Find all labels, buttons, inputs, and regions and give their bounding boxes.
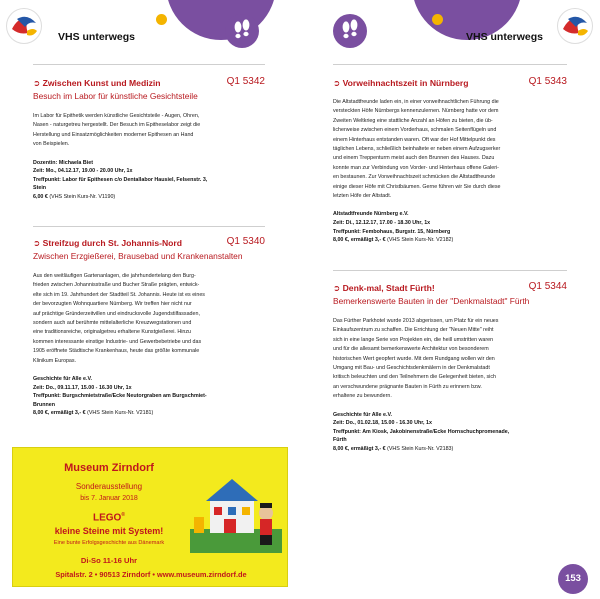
article-meta: Dozentin: Michaela Biet Zeit: Mo., 04.12.17, 19.00 - 20.00 Uhr, 1x Treffpunkt: Labor für Epithesen c/o Dentallabor Hausiel, Felsenstr. 3, Stein 6,00 € (VHS Stein Kurs-Nr. V1190) — [33, 159, 208, 200]
header-circle — [166, 0, 276, 40]
footprints-icon — [225, 14, 259, 48]
ad-tagline: Eine bunte Erfolgsgeschichte aus Dänemark — [53, 540, 165, 546]
arrow-icon: ➲ — [33, 238, 43, 248]
article-subtitle: Zwischen Erzgießerei, Brausebad und Krankenanstalten — [33, 251, 243, 261]
header-dot — [156, 14, 167, 25]
course-code: Q1 5340 — [226, 236, 265, 247]
article-denkmal-fuerth — [333, 283, 567, 454]
article-title: ➲ Streifzug durch St. Johannis-Nord — [33, 238, 183, 248]
ad-lego: LEGO® — [92, 512, 126, 524]
course-code: Q1 5344 — [528, 281, 567, 292]
ad-address: Spitalstr. 2 • 90513 Zirndorf • www.museum.zirndorf.de — [55, 570, 247, 579]
arrow-icon: ➲ — [33, 78, 43, 88]
ad-date: bis 7. Januar 2018 — [80, 495, 138, 502]
right-page — [300, 0, 600, 599]
article-divider — [33, 226, 265, 227]
article-body: Aus den weitläufigen Gartenanlagen, die jahrhundertelang den Burg- frieden zwischen Johannisstraße und Bucher Straße prägten, entwick- elte sich im 19. Jahrhundert der Stadtteil St. Johannis. Heute ist es eines der bevorzugten Wohnquartiere Nürnberg. Wir treffen hier nicht nur auf prächtige Gründerzeitvillen und eindrucksvolle Jugendstilfassaden, sondern auch auf berühmte mittelalterliche Kreuzwegstationen und eine traditionsreiche, originalgetreu erhaltene Kunstgießerei. Hinzu kommen interessante einstige Industrie- und Gewerbebetriebe und das 1905 eröffnete Städtische Krankenhaus, heute das größte kommunale Klinikum Europas. — [33, 273, 205, 364]
header-rule — [333, 64, 567, 65]
header-dot — [432, 14, 443, 25]
course-code: Q1 5342 — [226, 76, 265, 87]
article-vorweihnachtszeit — [333, 78, 567, 245]
article-body: Das Fürther Parkhotel wurde 2013 abgerissen, um Platz für ein neues Einkaufszentrum zu schaffen. Die Errichtung der "Neuen Mitte" reiht sich in eine lange Serie von Projekten ein, die heill umstritten waren und für die allesamt bemerkenswerte Architektur von besonderem historischen Wert geopfert wurde. Mit dem Rundgang wollen wir den Umgang mit Bau- und Geschichtsdenkmälern in der Denkmalstadt kritisch beleuchten und den Teilnehmern die Gelegenheit bieten, sich an verschwundene prägnante Bauten in Fürth zu erinnern bzw. erhaltene zu bewundern. — [333, 318, 499, 400]
article-meta: Geschichte für Alle e.V. Zeit: Do., 01.02.18, 15.00 - 16.30 Uhr, 1x Treffpunkt: Am Kiosk, Jakobinenstraße/Ecke Hornschuchpromenade, Fürth 8,00 €, ermäßigt 3,- € (VHS Stein Kurs-Nr. V2183) — [333, 411, 510, 453]
article-body: Die Altstadtfreunde laden ein, in einer vorweihnachtlichen Führung die versteckten Höfe Nürnbergs kennenzulernen. Nürnberg hatte vor dem Zweiten Weltkrieg eine stattliche Anzahl an Höfen zu bieten, die üb- licherweise zwischen einem Vorderhaus, schmalen Seitenflügeln und einem Hinterhaus entstanden waren. Oft war der Hof Mittelpunkt des täglichen Lebens, schließlich beinhaltete er neben einem Aufzugserker und einem Treppenturm meist auch den Brunnen des Hauses. Dazu konnte man zur Verbindung von Vorder- und Hinterhaus offene Galeri- en bestaunen. Zur Vorweihnachtszeit schmücken die Altstadtfreunde einige dieser Höfe mit Christbäumen. Gerne führen wir Sie durch diese letzten Höfe der Altstadt. — [333, 99, 501, 200]
footprints-icon — [333, 14, 367, 48]
ad-hours: Di-So 11-16 Uhr — [80, 556, 138, 565]
ad-exhibition: Sonderausstellung — [75, 482, 143, 491]
vhs-logo — [557, 8, 593, 44]
ad-slogan: kleine Steine mit System! — [54, 526, 164, 536]
article-body: Im Labor für Epithetik werden künstliche Gesichtsteile - Augen, Ohren, Nasen - naturgetreu hergestellt. Der Besuch im Epitheselabor zeigt die Herstellung und Einsatzmöglichkeiten moderner Epithesen an Hand von Beispielen. — [33, 113, 201, 148]
course-code: Q1 5343 — [528, 76, 567, 87]
article-subtitle: Besuch im Labor für künstliche Gesichtsteile — [33, 91, 198, 101]
header-rule — [33, 64, 265, 65]
arrow-icon: ➲ — [333, 78, 343, 88]
museum-ad — [12, 447, 288, 587]
header-title: VHS unterwegs — [58, 31, 136, 43]
article-meta: Altstadtfreunde Nürnberg e.V. Zeit: Di., 12.12.17, 17.00 - 18.30 Uhr, 1x Treffpunkt: Fembohaus, Burgstr. 15, Nürnberg 8,00 €, ermäßigt 3,- € (VHS Stein Kurs-Nr. V2182) — [333, 211, 454, 244]
article-kunst-medizin — [33, 78, 265, 202]
article-title: ➲ Denk-mal, Stadt Fürth! — [333, 283, 435, 293]
article-meta: Geschichte für Alle e.V. Zeit: Do., 09.11.17, 15.00 - 16.30 Uhr, 1x Treffpunkt: Burgschmietstraße/Ecke Neutorgraben am Burgschmiet- Brunnen 8,00 €, ermäßigt 3,- € (VHS Stein Kurs-Nr. V2181) — [33, 376, 207, 417]
header-title: VHS unterwegs — [466, 31, 544, 43]
article-title: ➲ Vorweihnachtszeit in Nürnberg — [333, 78, 469, 88]
ad-title: Museum Zirndorf — [64, 462, 154, 474]
article-subtitle: Bemerkenswerte Bauten in der "Denkmalstadt" Fürth — [333, 296, 530, 306]
article-divider — [333, 270, 567, 271]
article-st-johannis — [33, 238, 265, 418]
lego-image — [190, 473, 282, 553]
page-number: 153 — [558, 564, 588, 594]
arrow-icon: ➲ — [333, 283, 343, 293]
vhs-logo — [6, 8, 42, 44]
article-title: ➲ Zwischen Kunst und Medizin — [33, 78, 161, 88]
